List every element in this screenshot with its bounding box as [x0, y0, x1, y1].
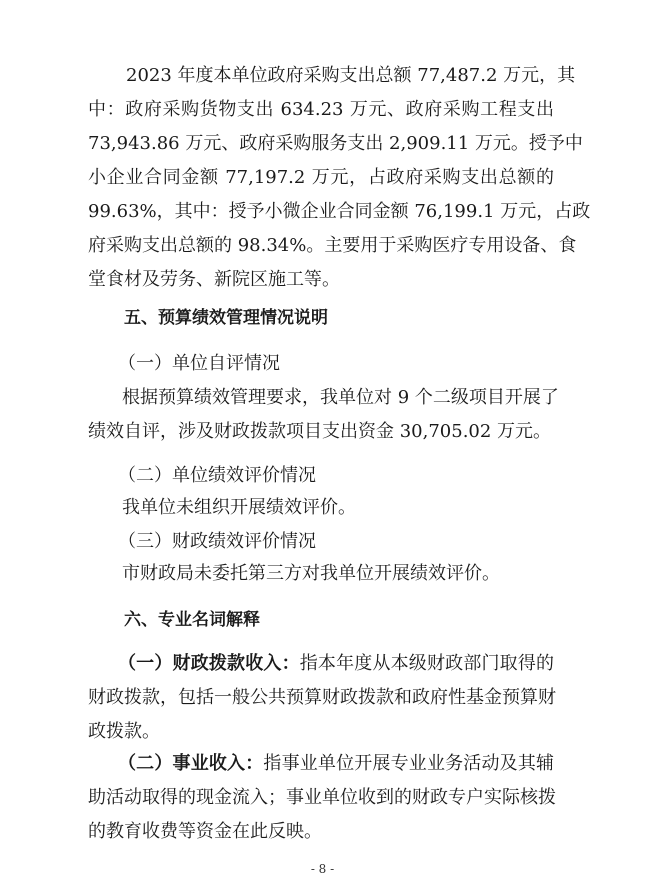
para1-line-3: 73,943.86 万元、政府采购服务支出 2,909.11 万元。授予中 — [88, 133, 583, 154]
para1-line-7: 堂食材及劳务、新院区施工等。 — [88, 269, 340, 290]
para1-line-4: 小企业合同金额 77,197.2 万元，占政府采购支出总额的 — [88, 167, 554, 188]
section6-item2-text-1: 指事业单位开展专业业务活动及其辅 — [263, 753, 554, 774]
section5-sub2-title: （二）单位绩效评价情况 — [118, 465, 316, 486]
section5-sub3-title: （三）财政绩效评价情况 — [118, 531, 316, 552]
section5-sub3-line-1: 市财政局未委托第三方对我单位开展绩效评价。 — [122, 563, 500, 584]
section6-item1-line-2: 财政拨款，包括一般公共预算财政拨款和政府性基金预算财 — [88, 687, 556, 708]
section6-item1-line-3: 政拨款。 — [88, 721, 160, 742]
para1-line-5: 99.63%，其中：授予小微企业合同金额 76,199.1 万元，占政 — [88, 201, 591, 222]
para1-line-6: 府采购支出总额的 98.34%。主要用于采购医疗专用设备、食 — [88, 235, 577, 256]
section5-sub1-title: （一）单位自评情况 — [118, 353, 280, 374]
section6-item1-text-1: 指本年度从本级财政部门取得的 — [299, 653, 555, 674]
section6-item2-line-1 — [118, 752, 554, 776]
para1-line-2: 中：政府采购货物支出 634.23 万元、政府采购工程支出 — [88, 99, 554, 120]
section6-item1-line-1 — [118, 652, 554, 676]
section5-sub2-line-1: 我单位未组织开展绩效评价。 — [122, 497, 356, 518]
section6-item2-term: （二）事业收入： — [118, 753, 264, 774]
section5-sub1-line-1: 根据预算绩效管理要求，我单位对 9 个二级项目开展了 — [122, 387, 559, 408]
section6-item2-line-3: 的教育收费等资金在此反映。 — [88, 821, 322, 842]
section6-item1-term: （一）财政拨款收入： — [118, 653, 300, 674]
section5-title: 五、预算绩效管理情况说明 — [124, 308, 328, 328]
section6-title: 六、专业名词解释 — [124, 610, 260, 630]
page-number: - 8 - — [310, 862, 335, 876]
section6-item2-line-2: 助活动取得的现金流入；事业单位收到的财政专户实际核拨 — [88, 787, 556, 808]
para1-line-1: 2023 年度本单位政府采购支出总额 77,487.2 万元，其 — [126, 65, 576, 86]
section5-sub1-line-2: 绩效自评，涉及财政拨款项目支出资金 30,705.02 万元。 — [88, 421, 552, 442]
